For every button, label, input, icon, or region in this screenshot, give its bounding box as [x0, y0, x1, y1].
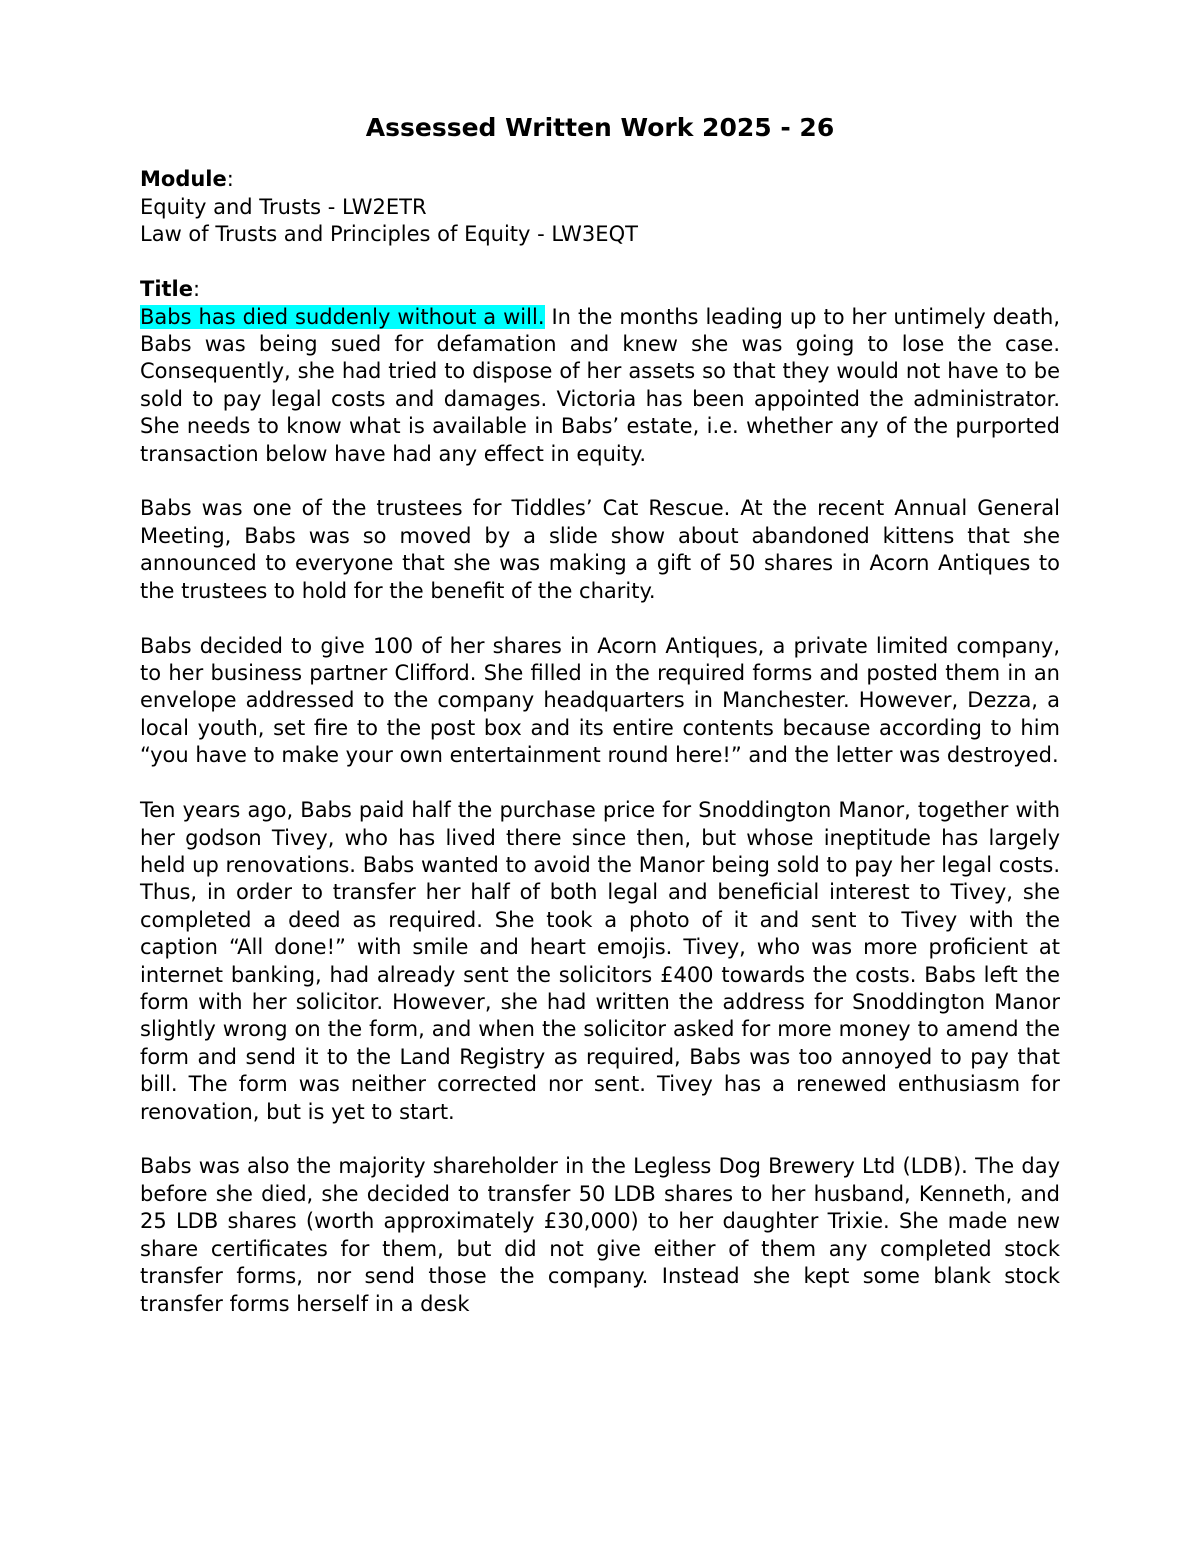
document-title: Assessed Written Work 2025 - 26	[365, 113, 835, 142]
title-label-colon: :	[193, 277, 201, 301]
paragraph-legless-dog-brewery: Babs was also the majority shareholder in the Legless Dog Brewery Ltd (LDB). The day before she died, she decided to transfer 50 LDB shares to her husband, Kenneth, and 25 LDB shares (worth approximately £30,000) to her daughter Trixie. She made new share certificates for them, but did not give either of them any completed stock transfer forms, nor send those the company. Instead she kept some blank stock transfer forms herself in a desk	[140, 1154, 1060, 1316]
paragraph-snoddington-manor: Ten years ago, Babs paid half the purchase price for Snoddington Manor, together with her godson Tivey, who has lived there since then, but whose ineptitude has largely held up renovations. Babs wanted to avoid the Manor being sold to pay her legal costs. Thus, in order to transfer her half of both legal and beneficial interest to Tivey, she completed a deed as required. She took a photo of it and sent to Tivey with the caption “All done!” with smile and heart emojis. Tivey, who was more proficient at internet banking, had already sent the solicitors £400 towards the costs. Babs left the form with her solicitor. However, she had written the address for Snoddington Manor slightly wrong on the form, and when the solicitor asked for more money to amend the form and send it to the Land Registry as required, Babs was too annoyed to pay that bill. The form was neither corrected nor sent. Tivey has a renewed enthusiasm for renovation, but is yet to start.	[140, 798, 1060, 1124]
paragraph-acorn-antiques: Babs decided to give 100 of her shares in Acorn Antiques, a private limited company, to her business partner Clifford. She filled in the required forms and posted them in an envelope addressed to the company headquarters in Manchester. However, Dezza, a local youth, set fire to the post box and its entire contents because according to him “you have to make your own entertainment round here!” and the letter was destroyed.	[140, 633, 1060, 768]
document-page	[140, 110, 1060, 1345]
intro-text: In the months leading up to her untimely death, Babs was being sued for defamation and knew she was going to lose the case. Consequently, she had tried to dispose of her assets so that they would not have to be sold to pay legal costs and damages. Victoria has been appointed the administrator. She needs to know what is available in Babs’ estate, i.e. whether any of the purported transaction below have had any effect in equity.	[140, 304, 1060, 466]
spacer	[140, 249, 1060, 277]
module-line-2: Law of Trusts and Principles of Equity - LW3EQT	[140, 222, 638, 246]
paragraph-cat-rescue: Babs was one of the trustees for Tiddles’ Cat Rescue. At the recent Annual General Meeting, Babs was so moved by a slide show about abandoned kittens that she announced to everyone that she was making a gift of 50 shares in Acorn Antiques to the trustees to hold for the benefit of the charity.	[140, 496, 1060, 603]
module-label: Module	[140, 167, 227, 191]
title-heading	[140, 276, 1060, 304]
module-label-colon: :	[226, 167, 234, 191]
highlighted-sentence: Babs has died suddenly without a will.	[140, 304, 545, 329]
intro-paragraph	[140, 304, 1060, 468]
module-line-1: Equity and Trusts - LW2ETR	[140, 194, 427, 219]
title-label: Title	[140, 277, 194, 301]
module-heading	[140, 166, 1060, 194]
